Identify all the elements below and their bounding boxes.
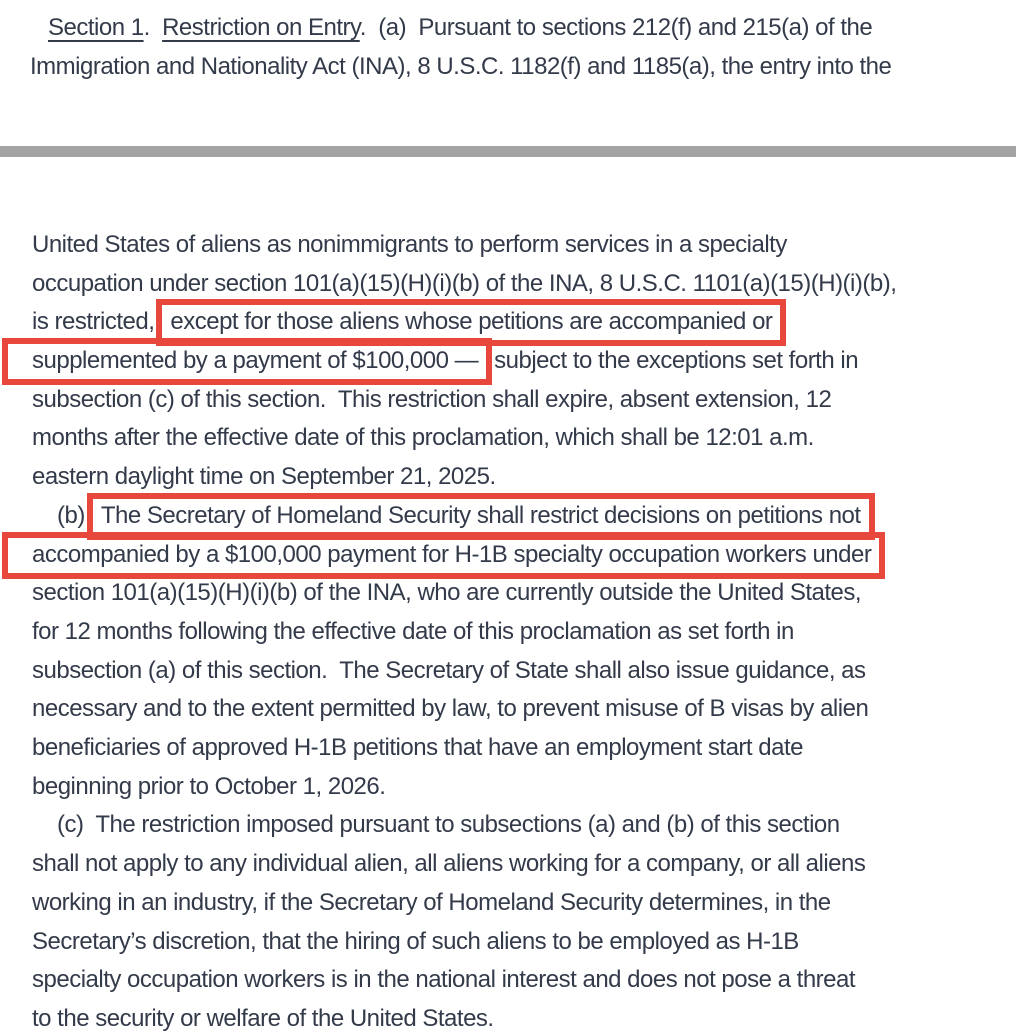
text-run: working in an industry, if the Secretary of Homeland Security determines, in the	[32, 889, 831, 916]
document-text-line	[32, 734, 803, 762]
document-text-line	[32, 347, 858, 375]
document-text-line	[32, 889, 831, 917]
text-run: to the security or welfare of the United States.	[32, 1005, 494, 1032]
red-annotation-box: The Secretary of Homeland Security shall restrict decisions on petitions not	[87, 493, 875, 540]
text-run: . (a) Pursuant to sections 212(f) and 215(a) of the	[359, 14, 873, 41]
text-run: occupation under section 101(a)(15)(H)(i)(b) of the INA, 8 U.S.C. 1101(a)(15)(H)(i)(b),	[32, 270, 897, 297]
text-run: (b)	[57, 502, 85, 529]
document-text-line	[48, 14, 872, 42]
text-run: Secretary’s discretion, that the hiring of such aliens to be employed as H-1B	[32, 928, 799, 955]
document-text-line	[32, 966, 855, 994]
document-text-line	[32, 1005, 494, 1033]
text-run: subsection (a) of this section. The Secretary of State shall also issue guidance, as	[32, 657, 866, 684]
document-text-line	[32, 657, 866, 685]
red-annotation-box: supplemented by a payment of $100,000 —	[2, 338, 492, 385]
red-annotation-box: accompanied by a $100,000 payment for H-1B specialty occupation workers under	[2, 532, 885, 579]
document-text-line	[32, 308, 788, 336]
text-run: is restricted,	[32, 308, 155, 335]
document-text-line	[32, 541, 887, 569]
document-text-line	[32, 695, 868, 723]
text-run: beginning prior to October 1, 2026.	[32, 773, 386, 800]
text-run: eastern daylight time on September 21, 2025.	[32, 463, 496, 490]
document-text-line	[32, 270, 896, 298]
document-text-line	[32, 618, 794, 646]
document-text-line	[32, 231, 787, 259]
document-text-line	[30, 53, 891, 81]
underlined-heading-text: Section 1	[48, 14, 144, 41]
document-text-line	[57, 811, 840, 839]
text-run: specialty occupation workers is in the national interest and does not pose a threat	[32, 966, 856, 993]
text-run: subsection (c) of this section. This restriction shall expire, absent extension, 12	[32, 386, 832, 413]
section-divider	[0, 146, 1016, 157]
document-text-line	[32, 424, 814, 452]
text-run: .	[143, 14, 163, 41]
red-annotation-box: except for those aliens whose petitions are accompanied or	[156, 299, 786, 346]
underlined-heading-text: Restriction on Entry	[162, 14, 360, 41]
document-text-line	[32, 463, 496, 491]
text-run: beneficiaries of approved H-1B petitions that have an employment start date	[32, 734, 803, 761]
document-text-line	[32, 928, 799, 956]
document-text-line	[32, 773, 385, 801]
text-run: for 12 months following the effective date of this proclamation as set forth in	[32, 618, 794, 645]
document-text-line	[32, 386, 831, 414]
text-run: subject to the exceptions set forth in	[494, 347, 859, 374]
document-text-line	[32, 850, 865, 878]
text-run: months after the effective date of this proclamation, which shall be 12:01 a.m.	[32, 424, 814, 451]
text-run: shall not apply to any individual alien, all aliens working for a company, or all aliens	[32, 850, 866, 877]
document-text-line	[57, 502, 877, 530]
text-run: necessary and to the extent permitted by law, to prevent misuse of B visas by alien	[32, 695, 869, 722]
text-run: Immigration and Nationality Act (INA), 8 U.S.C. 1182(f) and 1185(a), the entry into the	[30, 53, 892, 80]
text-run: section 101(a)(15)(H)(i)(b) of the INA, who are currently outside the United States,	[32, 579, 862, 606]
text-run: United States of aliens as nonimmigrants to perform services in a specialty	[32, 231, 787, 258]
text-run: (c) The restriction imposed pursuant to subsections (a) and (b) of this section	[57, 811, 840, 838]
document-text-line	[32, 579, 861, 607]
